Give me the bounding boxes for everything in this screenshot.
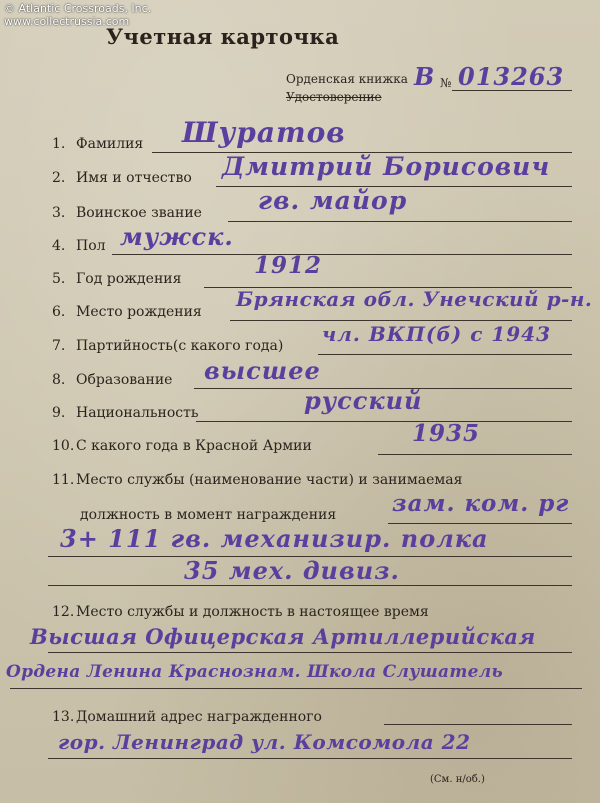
field-2-label: 2. Имя и отчество: [52, 170, 192, 186]
book-label: Орденская книжка: [286, 72, 408, 86]
field-9-value: русский: [304, 386, 423, 415]
card-title: Учетная карточка: [106, 24, 340, 49]
field-1-label: 1. Фамилия: [52, 136, 144, 152]
field-12-value-line-1: Высшая Офицерская Артиллерийская: [30, 624, 536, 649]
field-3-line: [228, 221, 572, 222]
field-9-label: 9. Национальность: [52, 405, 199, 421]
field-10-value: 1935: [412, 420, 481, 447]
number-sign: №: [440, 76, 452, 90]
field-7-line: [318, 354, 572, 355]
footer-note: (См. н/об.): [430, 774, 485, 785]
field-7-value: чл. ВКП(б) с 1943: [322, 322, 551, 346]
field-3-value: гв. майор: [258, 186, 408, 215]
field-11-label-line-1: 11. Место службы (наименование части) и занимаемая: [52, 472, 463, 488]
field-5-value: 1912: [254, 252, 323, 279]
book-number: 013263: [458, 62, 565, 91]
field-6-value: Брянская обл. Унечский р-н.: [236, 287, 593, 311]
field-8-value: высшее: [204, 356, 321, 385]
field-1-value: Шуратов: [182, 116, 346, 149]
book-number-underline: [452, 90, 572, 91]
field-10-label: 10. С какого года в Красной Армии: [52, 438, 312, 454]
field-13-value: гор. Ленинград ул. Комсомола 22: [58, 730, 471, 754]
field-8-label: 8. Образование: [52, 372, 173, 388]
field-4-label: 4. Пол: [52, 238, 106, 254]
field-4-value: мужск.: [120, 222, 234, 251]
field-6-line: [230, 320, 572, 321]
field-13-line-2: [48, 758, 572, 759]
field-12-line-2: [10, 688, 582, 689]
field-4-line: [112, 254, 572, 255]
field-12-value-line-2: Ордена Ленина Краснознам. Школа Слушатель: [6, 662, 503, 682]
watermark-line-1: © Atlantic Crossroads, Inc.: [4, 2, 152, 15]
field-13-label: 13. Домашний адрес награжденного: [52, 709, 322, 725]
field-12-line-1: [48, 652, 572, 653]
field-11-value-line-1: зам. ком. рг: [392, 490, 570, 517]
field-6-label: 6. Место рождения: [52, 304, 202, 320]
field-11-line-3: [48, 585, 572, 586]
field-3-label: 3. Воинское звание: [52, 205, 202, 221]
field-7-label: 7. Партийность(с какого года): [52, 338, 284, 354]
field-9-line: [196, 421, 572, 422]
field-5-label: 5. Год рождения: [52, 271, 182, 287]
field-10-line: [378, 454, 572, 455]
certificate-label: Удостоверение: [286, 90, 382, 104]
field-11-value-line-3: 35 мех. дивиз.: [184, 556, 400, 585]
book-series: В: [414, 62, 436, 91]
field-11-label-line-2: должность в момент награждения: [80, 507, 337, 523]
field-11-value-line-2: 3+ 111 гв. механизир. полка: [60, 524, 489, 553]
field-13-line-1: [384, 724, 572, 725]
field-2-value: Дмитрий Борисович: [222, 152, 551, 181]
field-12-label: 12. Место службы и должность в настоящее время: [52, 604, 429, 620]
watermark-line-2: www.collectrussia.com: [4, 15, 130, 28]
